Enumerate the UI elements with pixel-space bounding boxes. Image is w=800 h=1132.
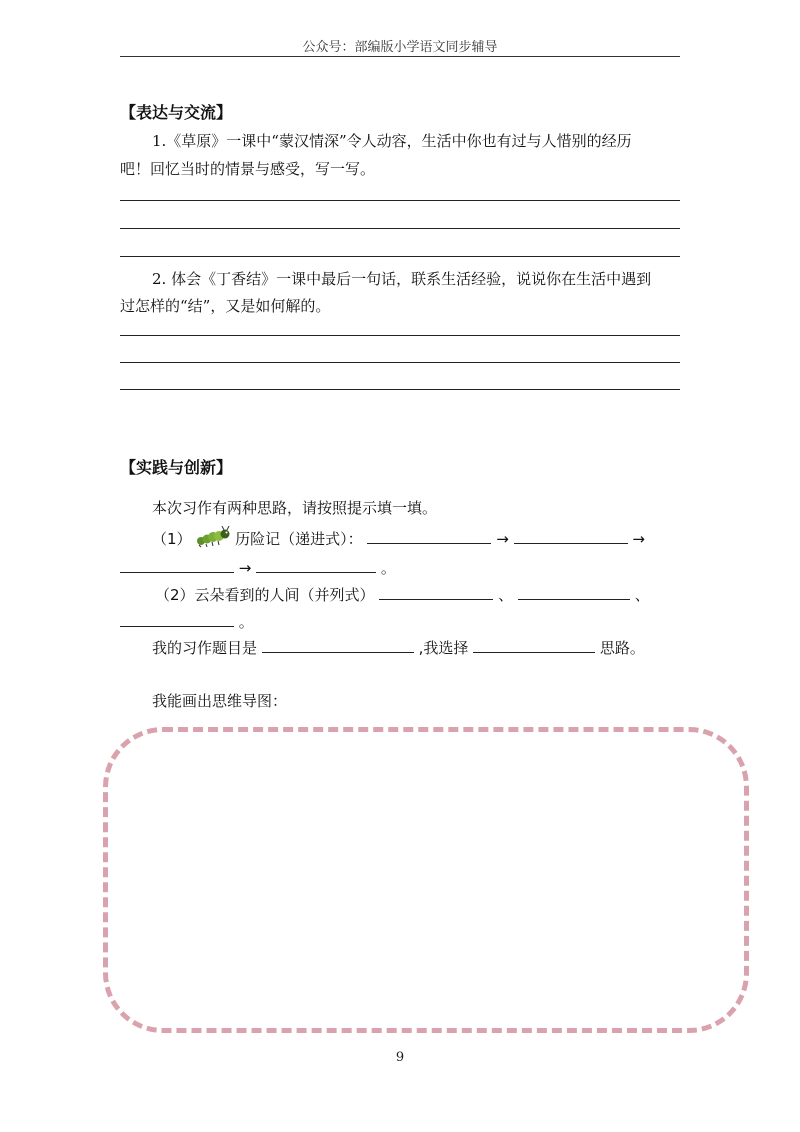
- approach-label: 思路。: [599, 639, 645, 657]
- answer-line[interactable]: [120, 335, 680, 336]
- answer-line[interactable]: [120, 256, 680, 257]
- fill-blank[interactable]: [256, 556, 376, 573]
- item-2-prefix: （2）云朵看到的人间（并列式）: [155, 586, 375, 604]
- answer-line[interactable]: [120, 362, 680, 363]
- section-title-practice: 【实践与创新】: [120, 458, 233, 477]
- question-2-line-2: 过怎样的“结”，又是如何解的。: [120, 297, 331, 315]
- caterpillar-icon: [196, 526, 230, 548]
- fill-blank[interactable]: [379, 583, 493, 600]
- item-2-continuation: [120, 610, 254, 632]
- essay-title-label: 我的习作题目是: [152, 639, 258, 657]
- section-title-expression: 【表达与交流】: [120, 103, 233, 122]
- item-2-end: 。: [238, 613, 254, 631]
- page-header: 公众号：部编版小学语文同步辅导: [302, 40, 498, 55]
- header-divider: [120, 56, 680, 57]
- page-number: 9: [395, 1050, 405, 1065]
- essay-title-blank[interactable]: [262, 636, 414, 653]
- fill-blank[interactable]: [518, 583, 630, 600]
- practice-intro: 本次习作有两种思路，请按照提示填一填。: [152, 499, 438, 517]
- question-1-line-2: 吧！回忆当时的情景与感受，写一写。: [120, 160, 376, 178]
- question-1-line-1: 1.《草原》一课中“蒙汉情深”令人动容，生活中你也有过与人惜别的经历: [152, 132, 632, 150]
- mindmap-drawing-area[interactable]: [103, 727, 749, 1033]
- choice-blank[interactable]: [473, 636, 595, 653]
- answer-line[interactable]: [120, 228, 680, 229]
- question-2-line-1: 2. 体会《丁香结》一课中最后一句话，联系生活经验，说说你在生活中遇到: [152, 270, 652, 288]
- arrow-icon: →: [632, 530, 645, 548]
- essay-title-row: [152, 636, 645, 658]
- item-1-prefix: （1）: [152, 530, 192, 548]
- fill-blank[interactable]: [514, 527, 628, 544]
- fill-blank[interactable]: [120, 610, 234, 627]
- item-1-row: [152, 526, 645, 549]
- choice-label: ,我选择: [418, 639, 469, 657]
- fill-blank[interactable]: [367, 527, 491, 544]
- answer-line[interactable]: [120, 389, 680, 390]
- item-2-separator: 、: [634, 586, 650, 604]
- arrow-icon: →: [496, 530, 509, 548]
- item-2-separator: 、: [498, 586, 514, 604]
- arrow-icon: →: [238, 559, 252, 577]
- item-2-row: [155, 583, 650, 605]
- item-1-suffix: 历险记（递进式）：: [235, 530, 363, 548]
- fill-blank[interactable]: [120, 556, 234, 573]
- item-1-end: 。: [380, 559, 396, 577]
- answer-line[interactable]: [120, 200, 680, 201]
- item-1-continuation: [120, 556, 396, 578]
- mindmap-label: 我能画出思维导图：: [152, 692, 288, 710]
